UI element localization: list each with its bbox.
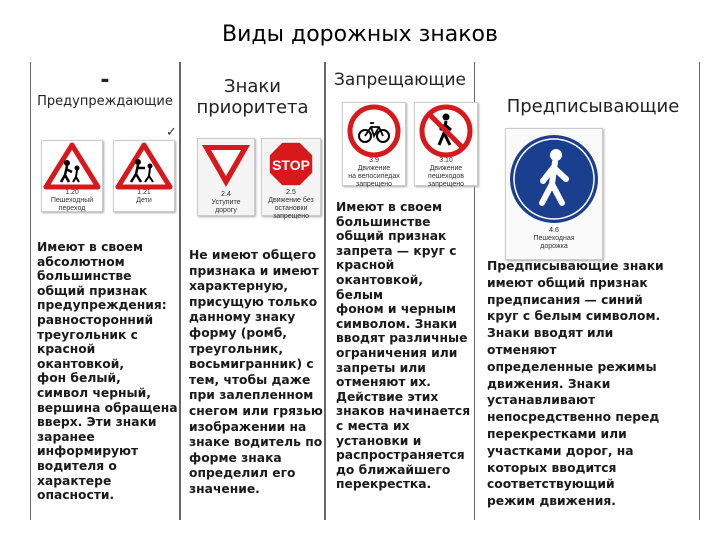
no-pedestrians-sign-icon [415, 103, 477, 159]
children-warning-sign-icon [42, 141, 102, 191]
pedestrian-path-sign-icon [506, 129, 602, 227]
sign-plate [414, 102, 478, 186]
sign-caption: 3.10 Движение пешеходов запрещено [427, 157, 464, 188]
checkmark-icon: ✓ [166, 124, 177, 139]
children-crossing-sign-icon [114, 141, 174, 191]
priority-description: Не имеют общего признака и имеют характерную, присущую только данному знаку форму (ромб, треугольник, восьмигранник) с тем, чтобы даже при залепленном снегом или грязью изображении на знаке водитель по форме знака определил его значение. [189, 248, 323, 496]
sign-plate [41, 140, 103, 212]
mandatory-header: Предписывающие [506, 96, 680, 117]
page-title: Виды дорожных знаков [222, 22, 498, 47]
sign-plate [261, 138, 321, 220]
warning-column [30, 62, 180, 520]
no-bicycles-sign-icon [343, 103, 405, 159]
stop-sign-icon [262, 139, 320, 193]
sign-caption: 2.5 Движение без остановки запрещено [268, 189, 314, 220]
yield-sign-icon [198, 139, 254, 193]
prohibitory-header: Запрещающие [334, 70, 466, 90]
warning-description: Имеют в своем абсолютном большинстве общий признак предупреждения: равносторонний треугольник с красной окантовкой, фон белый, символ черный, вершина обращена вверх. Эти знаки заранее информируют водителя о характере опасности. [37, 240, 178, 503]
sign-caption: 4.6 Пешеходная дорожка [533, 227, 575, 250]
prohibitory-description: Имеют в своем большинстве общий признак запрета — круг с красной окантовкой, белым фоном и черным символом. Знаки вводят различные ограничения или запреты или отменяют их. Действие этих знаков начинается с места их установки и распространяется до ближайшего перекрестка. [336, 200, 471, 492]
sign-plate [113, 140, 175, 212]
sign-caption: 3.9 Движение на велосипедах запрещено [348, 157, 400, 188]
mandatory-description: Предписывающие знаки имеют общий признак предписания — синий круг с белым символом. Знаки вводят или отменяют определенные режимы движения. Знаки устанавливают непосредственно перед перекрестками или участками дорог, на которых вводится соответствующий режим движения. [487, 259, 664, 509]
sign-caption: 2.4 Уступите дорогу [211, 191, 241, 214]
sign-plate [342, 102, 406, 186]
priority-header: Знаки приоритета [196, 76, 309, 118]
warning-header-mark: - [100, 68, 110, 93]
warning-header: Предупреждающие [37, 94, 173, 109]
prohibitory-column [325, 62, 475, 520]
sign-plate [505, 128, 603, 260]
sign-caption: 1.21 Дети [136, 189, 152, 204]
stop-sign-text: STOP [272, 157, 310, 173]
sign-plate [197, 138, 255, 216]
sign-caption: 1.20 Пешеходный переход [50, 189, 94, 212]
priority-column [180, 62, 325, 520]
mandatory-column [475, 62, 700, 520]
